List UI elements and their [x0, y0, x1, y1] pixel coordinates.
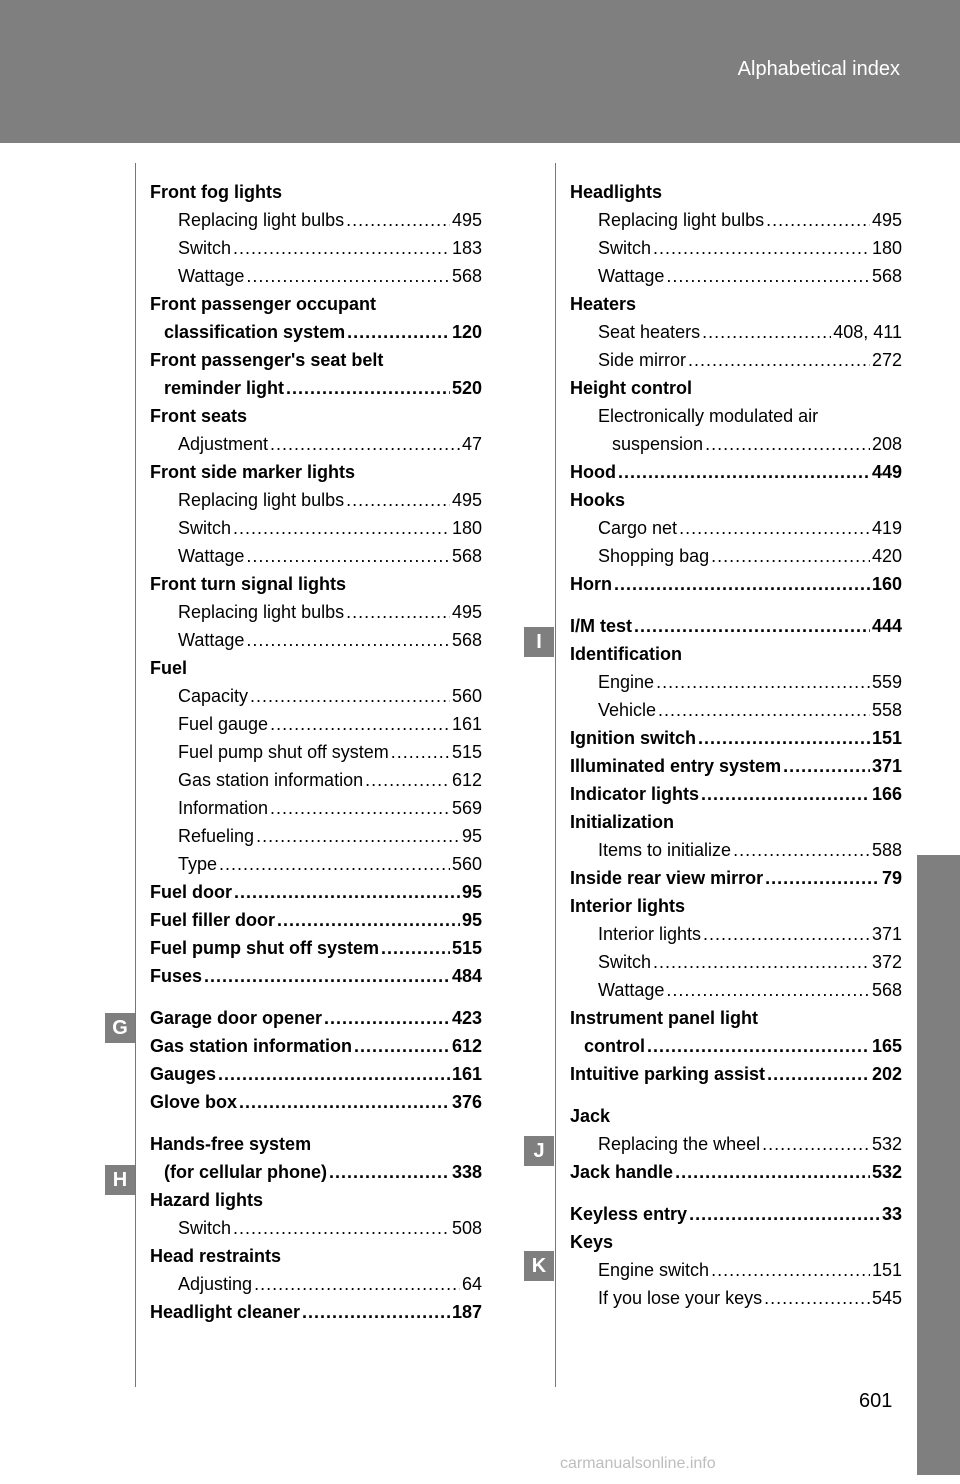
dot-leader [302, 1298, 450, 1326]
entry-page-number: 532 [871, 1134, 902, 1154]
index-entry [150, 430, 482, 458]
index-entry [150, 906, 482, 934]
dot-leader [346, 206, 450, 234]
index-entry [150, 234, 482, 262]
index-entry [150, 1298, 482, 1326]
dot-leader [618, 458, 870, 486]
dot-leader [647, 1032, 870, 1060]
index-entry [570, 752, 902, 780]
entry-label: Gas station information [150, 1036, 353, 1056]
dot-leader [666, 976, 870, 1004]
entry-label: Vehicle [598, 700, 657, 720]
index-entry [150, 570, 482, 598]
index-entry [150, 738, 482, 766]
dot-leader [666, 262, 870, 290]
dot-leader [688, 346, 870, 374]
entry-page-number: 568 [451, 546, 482, 566]
index-entry [570, 486, 902, 514]
entry-page-number: 568 [871, 266, 902, 286]
dot-leader [762, 1130, 870, 1158]
entry-page-number: 559 [871, 672, 902, 692]
entry-label: Hood [570, 462, 616, 482]
entry-page-number: 166 [871, 784, 902, 804]
entry-label: If you lose your keys [598, 1288, 763, 1308]
dot-leader [675, 1158, 870, 1186]
entry-label: control [584, 1036, 645, 1056]
index-entry [150, 402, 482, 430]
entry-page-number: 33 [881, 1204, 902, 1224]
entry-label: Garage door opener [150, 1008, 323, 1028]
dot-leader [246, 542, 450, 570]
entry-page-number: 208 [871, 434, 902, 454]
entry-page-number: 484 [451, 966, 482, 986]
entry-page-number: 560 [451, 854, 482, 874]
entry-label: reminder light [164, 378, 285, 398]
dot-leader [354, 1032, 450, 1060]
dot-leader [346, 486, 450, 514]
entry-label: Capacity [178, 686, 249, 706]
entry-page-number: 95 [461, 910, 482, 930]
entry-label: Engine [598, 672, 655, 692]
left-rule [135, 163, 136, 1387]
index-entry [570, 1256, 902, 1284]
letter-tab-j: J [524, 1136, 554, 1166]
entry-page-number: 560 [451, 686, 482, 706]
index-entry [570, 1228, 902, 1256]
entry-label: Wattage [178, 630, 245, 650]
index-entry [150, 1270, 482, 1298]
entry-label: Type [178, 854, 218, 874]
index-entry [150, 346, 482, 374]
dot-leader [679, 514, 870, 542]
index-column-right [570, 178, 902, 1312]
index-entry [150, 1004, 482, 1032]
index-entry [150, 710, 482, 738]
index-entry [570, 374, 902, 402]
entry-page-number: 419 [871, 518, 902, 538]
index-entry [570, 262, 902, 290]
index-entry [150, 374, 482, 402]
index-entry [150, 1186, 482, 1214]
dot-leader [254, 1270, 460, 1298]
index-entry [570, 976, 902, 1004]
dot-leader [766, 206, 870, 234]
entry-label: Initialization [570, 812, 675, 832]
index-entry [570, 1102, 902, 1130]
index-entry [150, 206, 482, 234]
entry-page-number: 376 [451, 1092, 482, 1112]
dot-leader [614, 570, 870, 598]
entry-label: Switch [178, 518, 232, 538]
entry-label: Headlights [570, 182, 663, 202]
entry-page-number: 371 [871, 756, 902, 776]
entry-label: Inside rear view mirror [570, 868, 764, 888]
index-entry [570, 724, 902, 752]
entry-label: Front passenger's seat belt [150, 350, 384, 370]
entry-label: Headlight cleaner [150, 1302, 301, 1322]
dot-leader [219, 850, 450, 878]
entry-label: Head restraints [150, 1246, 282, 1266]
dot-leader [204, 962, 450, 990]
dot-leader [256, 822, 460, 850]
entry-label: Replacing light bulbs [178, 602, 345, 622]
index-entry [570, 1004, 902, 1032]
entry-label: Cargo net [598, 518, 678, 538]
dot-leader [705, 430, 870, 458]
index-entry [150, 934, 482, 962]
entry-label: Fuel [150, 658, 188, 678]
entry-label: Adjustment [178, 434, 269, 454]
index-entry [570, 430, 902, 458]
index-entry [150, 1158, 482, 1186]
index-entry [150, 290, 482, 318]
index-entry [570, 948, 902, 976]
entry-label: Switch [598, 238, 652, 258]
index-entry [150, 962, 482, 990]
dot-leader [250, 682, 450, 710]
entry-page-number: 495 [871, 210, 902, 230]
entry-page-number: 420 [871, 546, 902, 566]
entry-page-number: 160 [871, 574, 902, 594]
index-entry [570, 290, 902, 318]
index-entry [570, 1158, 902, 1186]
index-entry [150, 794, 482, 822]
entry-page-number: 47 [461, 434, 482, 454]
index-column-left [150, 178, 482, 1326]
entry-page-number: 612 [451, 770, 482, 790]
letter-tab-g: G [105, 1013, 135, 1043]
index-entry [570, 178, 902, 206]
index-entry [150, 766, 482, 794]
dot-leader [277, 906, 460, 934]
entry-label: Identification [570, 644, 682, 664]
entry-label: Refueling [178, 826, 255, 846]
entry-page-number: 272 [871, 350, 902, 370]
index-entry [150, 1242, 482, 1270]
dot-leader [711, 1256, 870, 1284]
entry-label: Engine switch [598, 1260, 710, 1280]
index-entry [150, 682, 482, 710]
entry-label: Switch [178, 1218, 232, 1238]
index-entry [570, 1200, 902, 1228]
entry-label: suspension [612, 434, 704, 454]
dot-leader [270, 794, 450, 822]
index-entry [570, 696, 902, 724]
index-entry [570, 458, 902, 486]
dot-leader [653, 234, 870, 262]
dot-leader [239, 1088, 450, 1116]
entry-page-number: 202 [871, 1064, 902, 1084]
dot-leader [658, 696, 870, 724]
dot-leader [689, 1200, 880, 1228]
entry-label: Side mirror [598, 350, 687, 370]
entry-label: Keys [570, 1232, 614, 1252]
entry-label: Horn [570, 574, 612, 594]
entry-label: Fuses [150, 966, 203, 986]
entry-page-number: 568 [451, 630, 482, 650]
entry-label: Replacing light bulbs [178, 210, 345, 230]
section-side-tab [917, 855, 960, 1475]
dot-leader [347, 318, 450, 346]
letter-tab-k: K [524, 1251, 554, 1281]
index-entry [150, 626, 482, 654]
index-entry [150, 1060, 482, 1088]
index-entry [570, 402, 902, 430]
entry-label: Ignition switch [570, 728, 696, 748]
entry-page-number: 371 [871, 924, 902, 944]
entry-page-number: 165 [871, 1036, 902, 1056]
entry-label: Front fog lights [150, 182, 282, 202]
entry-page-number: 161 [451, 1064, 482, 1084]
entry-label: I/M test [570, 616, 633, 636]
entry-page-number: 79 [881, 868, 902, 888]
dot-leader [698, 724, 870, 752]
dot-leader [783, 752, 870, 780]
dot-leader [365, 766, 450, 794]
dot-leader [246, 262, 450, 290]
entry-page-number: 568 [871, 980, 902, 1000]
entry-label: Hands-free system [150, 1134, 312, 1154]
dot-leader [764, 1284, 870, 1312]
index-entry [150, 878, 482, 906]
index-entry [570, 1060, 902, 1088]
entry-page-number: 569 [451, 798, 482, 818]
index-entry [150, 850, 482, 878]
entry-page-number: 532 [871, 1162, 902, 1182]
entry-label: Wattage [598, 980, 665, 1000]
entry-label: Switch [178, 238, 232, 258]
entry-page-number: 515 [451, 938, 482, 958]
entry-label: Keyless entry [570, 1204, 688, 1224]
entry-label: Hazard lights [150, 1190, 264, 1210]
index-entry [570, 318, 902, 346]
dot-leader [233, 234, 450, 262]
index-entry [570, 612, 902, 640]
index-entry [150, 458, 482, 486]
dot-leader [767, 1060, 870, 1088]
entry-page-number: 588 [871, 840, 902, 860]
watermark: carmanualsonline.info [560, 1455, 716, 1472]
entry-page-number: 408, 411 [833, 322, 902, 342]
center-rule [555, 163, 556, 1387]
entry-label: Fuel gauge [178, 714, 269, 734]
dot-leader [324, 1004, 450, 1032]
entry-page-number: 520 [451, 378, 482, 398]
index-entry [150, 1088, 482, 1116]
entry-label: Jack [570, 1106, 611, 1126]
entry-page-number: 444 [871, 616, 902, 636]
entry-page-number: 180 [871, 238, 902, 258]
index-entry [150, 514, 482, 542]
entry-page-number: 449 [871, 462, 902, 482]
index-entry [570, 780, 902, 808]
entry-label: Intuitive parking assist [570, 1064, 766, 1084]
index-entry [570, 234, 902, 262]
index-entry [150, 822, 482, 850]
entry-page-number: 545 [871, 1288, 902, 1308]
index-entry [570, 514, 902, 542]
entry-page-number: 180 [451, 518, 482, 538]
dot-leader [270, 710, 450, 738]
index-entry [570, 864, 902, 892]
entry-page-number: 95 [461, 826, 482, 846]
dot-leader [218, 1060, 450, 1088]
entry-label: Illuminated entry system [570, 756, 782, 776]
entry-page-number: 64 [461, 1274, 482, 1294]
entry-page-number: 612 [451, 1036, 482, 1056]
dot-leader [711, 542, 870, 570]
entry-label: Indicator lights [570, 784, 700, 804]
index-entry [150, 598, 482, 626]
dot-leader [701, 780, 870, 808]
index-entry [570, 542, 902, 570]
index-entry [570, 836, 902, 864]
entry-label: Seat heaters [598, 322, 701, 342]
index-entry [570, 1284, 902, 1312]
entry-label: Wattage [178, 546, 245, 566]
index-entry [570, 668, 902, 696]
index-entry [150, 318, 482, 346]
entry-label: Heaters [570, 294, 637, 314]
entry-label: Wattage [598, 266, 665, 286]
entry-page-number: 495 [451, 490, 482, 510]
index-entry [570, 1032, 902, 1060]
entry-label: Height control [570, 378, 692, 398]
dot-leader [346, 598, 450, 626]
dot-leader [702, 318, 831, 346]
entry-label: Replacing light bulbs [598, 210, 765, 230]
entry-page-number: 151 [871, 728, 902, 748]
entry-label: Front passenger occupant [150, 294, 377, 314]
entry-page-number: 495 [451, 602, 482, 622]
letter-tab-i: I [524, 627, 554, 657]
index-entry [150, 486, 482, 514]
entry-label: Front seats [150, 406, 248, 426]
dot-leader [391, 738, 450, 766]
index-entry [150, 178, 482, 206]
entry-label: Front side marker lights [150, 462, 356, 482]
index-entry [570, 1130, 902, 1158]
index-entry [150, 262, 482, 290]
entry-label: Gas station information [178, 770, 364, 790]
entry-page-number: 338 [451, 1162, 482, 1182]
dot-leader [765, 864, 880, 892]
index-entry [570, 892, 902, 920]
dot-leader [634, 612, 870, 640]
dot-leader [329, 1158, 450, 1186]
index-entry [150, 654, 482, 682]
dot-leader [234, 878, 460, 906]
entry-label: Fuel filler door [150, 910, 276, 930]
entry-label: Hooks [570, 490, 626, 510]
dot-leader [246, 626, 450, 654]
dot-leader [653, 948, 870, 976]
entry-page-number: 161 [451, 714, 482, 734]
entry-label: Switch [598, 952, 652, 972]
entry-page-number: 187 [451, 1302, 482, 1322]
entry-label: Fuel pump shut off system [150, 938, 380, 958]
index-entry [570, 346, 902, 374]
entry-page-number: 95 [461, 882, 482, 902]
entry-label: Instrument panel light [570, 1008, 759, 1028]
entry-label: Interior lights [570, 896, 686, 916]
entry-label: Items to initialize [598, 840, 732, 860]
entry-page-number: 568 [451, 266, 482, 286]
header-title: Alphabetical index [737, 58, 900, 80]
entry-page-number: 372 [871, 952, 902, 972]
entry-label: Jack handle [570, 1162, 674, 1182]
index-entry [570, 808, 902, 836]
entry-page-number: 515 [451, 742, 482, 762]
index-entry [570, 570, 902, 598]
letter-tab-h: H [105, 1165, 135, 1195]
index-entry [150, 1214, 482, 1242]
dot-leader [703, 920, 870, 948]
dot-leader [270, 430, 460, 458]
entry-page-number: 151 [871, 1260, 902, 1280]
dot-leader [733, 836, 870, 864]
entry-label: Electronically modulated air [598, 406, 819, 426]
index-entry [150, 1032, 482, 1060]
dot-leader [286, 374, 450, 402]
entry-label: Wattage [178, 266, 245, 286]
entry-page-number: 558 [871, 700, 902, 720]
index-entry [570, 920, 902, 948]
entry-label: Gauges [150, 1064, 217, 1084]
entry-label: Adjusting [178, 1274, 253, 1294]
dot-leader [233, 514, 450, 542]
entry-page-number: 183 [451, 238, 482, 258]
index-entry [150, 1130, 482, 1158]
dot-leader [381, 934, 450, 962]
page-header [0, 0, 960, 143]
dot-leader [656, 668, 870, 696]
entry-label: Interior lights [598, 924, 702, 944]
index-entry [570, 640, 902, 668]
entry-label: (for cellular phone) [164, 1162, 328, 1182]
entry-page-number: 120 [451, 322, 482, 342]
entry-label: Front turn signal lights [150, 574, 346, 594]
entry-page-number: 423 [451, 1008, 482, 1028]
entry-page-number: 495 [451, 210, 482, 230]
dot-leader [233, 1214, 450, 1242]
index-entry [570, 206, 902, 234]
entry-label: Fuel pump shut off system [178, 742, 389, 762]
entry-page-number: 508 [451, 1218, 482, 1238]
page-number: 601 [859, 1390, 893, 1412]
entry-label: Glove box [150, 1092, 238, 1112]
entry-label: Shopping bag [598, 546, 710, 566]
entry-label: Replacing light bulbs [178, 490, 345, 510]
entry-label: Replacing the wheel [598, 1134, 761, 1154]
entry-label: Information [178, 798, 269, 818]
entry-label: classification system [164, 322, 346, 342]
index-entry [150, 542, 482, 570]
entry-label: Fuel door [150, 882, 232, 902]
